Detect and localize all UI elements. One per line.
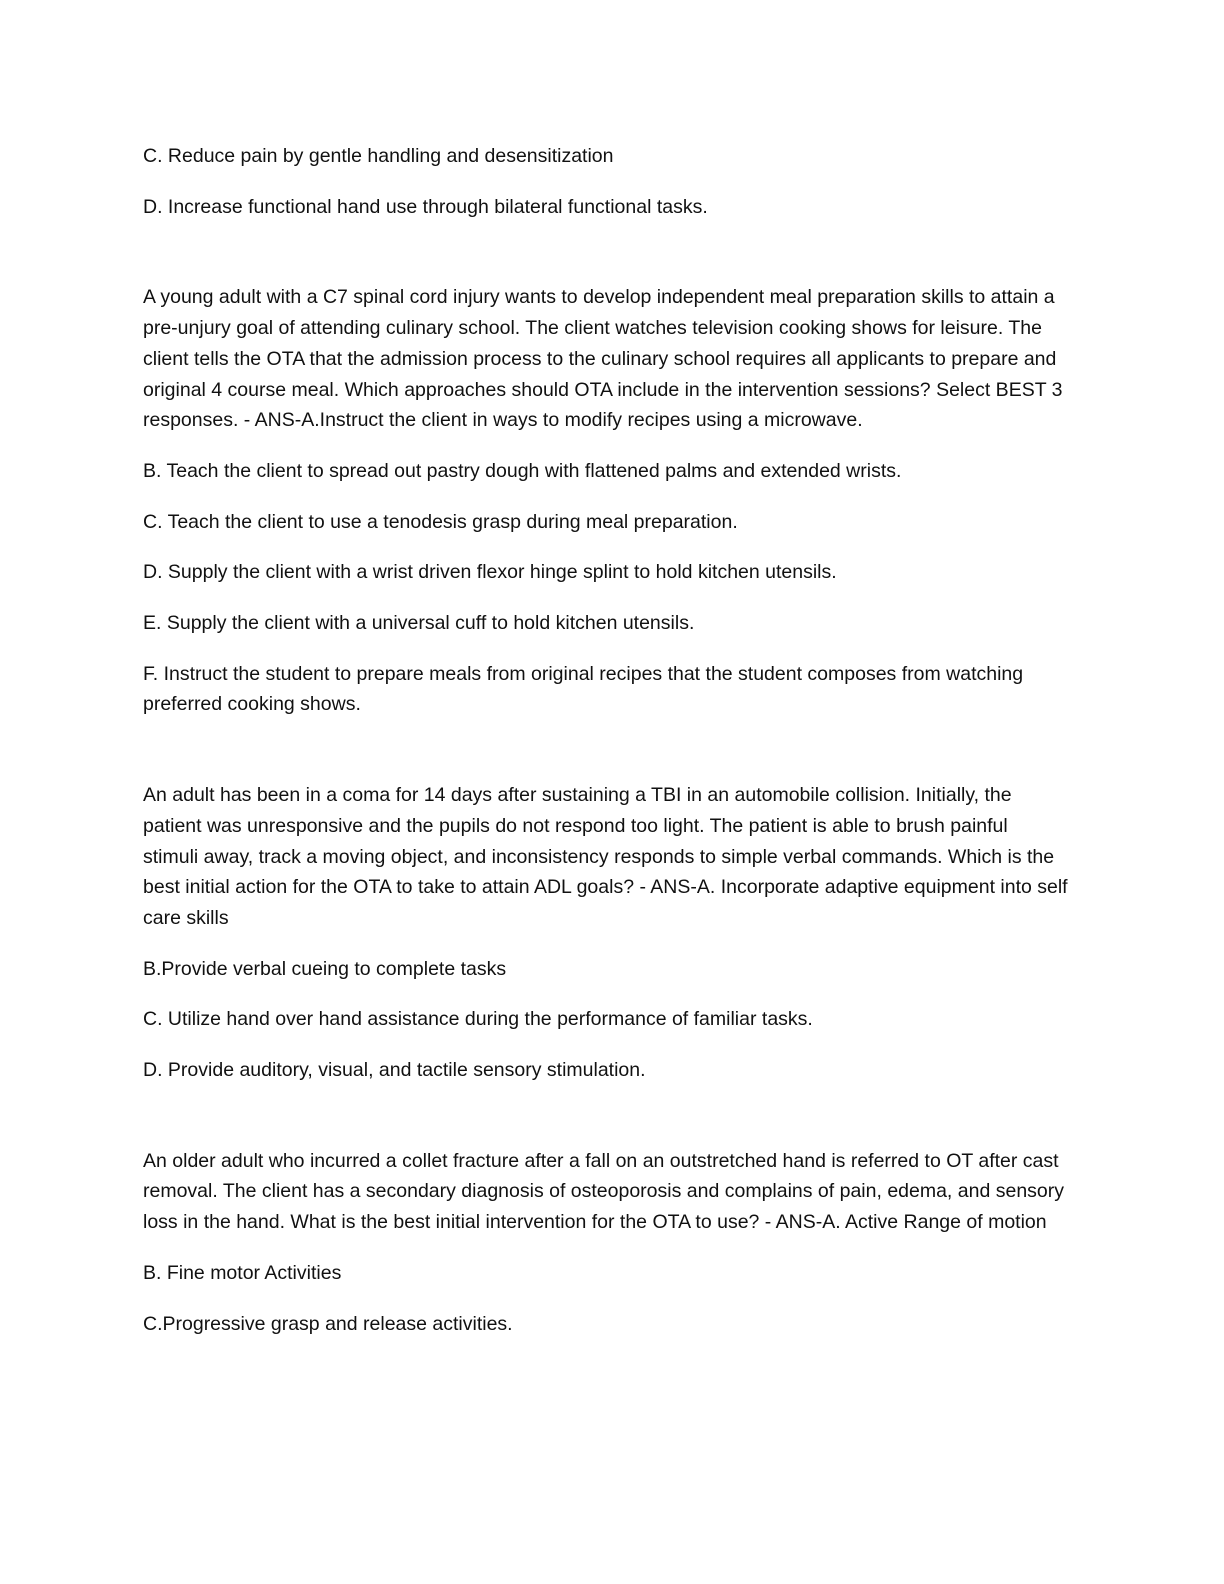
document-body	[143, 141, 1068, 1339]
question-stem: An older adult who incurred a collet fracture after a fall on an outstretched hand is referred to OT after cast removal. The client has a secondary diagnosis of osteoporosis and complains of pain, edema, and sensory loss in the hand. What is the best initial intervention for the OTA to use? - ANS-A. Active Range of motion	[143, 1149, 1065, 1234]
option-b: B. Fine motor Activities	[143, 1261, 342, 1284]
option-b: B. Teach the client to spread out pastry dough with flattened palms and extended wrists.	[143, 459, 902, 482]
option-e: E. Supply the client with a universal cuff to hold kitchen utensils.	[143, 612, 695, 635]
option-d: D. Provide auditory, visual, and tactile sensory stimulation.	[143, 1059, 646, 1082]
option-b: B.Provide verbal cueing to complete tasks	[143, 957, 507, 980]
option-c: C. Teach the client to use a tenodesis grasp during meal preparation.	[143, 510, 738, 533]
question-stem: An adult has been in a coma for 14 days after sustaining a TBI in an automobile collision. Initially, the patient was unresponsive and the pupils do not respond too light. The patient is able to brush painful stimuli away, track a moving object, and inconsistency responds to simple verbal commands. Which is the best initial action for the OTA to take to attain ADL goals? - ANS-A. Incorporate adaptive equipment into self care skills	[143, 784, 1068, 929]
question-stem: A young adult with a C7 spinal cord injury wants to develop independent meal preparation skills to attain a pre-unjury goal of attending culinary school. The client watches television cooking shows for leisure. The client tells the OTA that the admission process to the culinary school requires all applicants to prepare and original 4 course meal. Which approaches should OTA include in the intervention sessions? Select BEST 3 responses. - ANS-A.Instruct the client in ways to modify recipes using a microwave.	[143, 286, 1063, 432]
option-c: C. Reduce pain by gentle handling and desensitization	[143, 145, 614, 167]
option-c: C. Utilize hand over hand assistance during the performance of familiar tasks.	[143, 1008, 813, 1031]
option-c: C.Progressive grasp and release activities.	[143, 1312, 513, 1335]
option-d: D. Increase functional hand use through bilateral functional tasks.	[143, 195, 708, 218]
option-f: F. Instruct the student to prepare meals from original recipes that the student composes from watching preferred cooking shows.	[143, 662, 1024, 716]
option-d: D. Supply the client with a wrist driven flexor hinge splint to hold kitchen utensils.	[143, 561, 837, 584]
